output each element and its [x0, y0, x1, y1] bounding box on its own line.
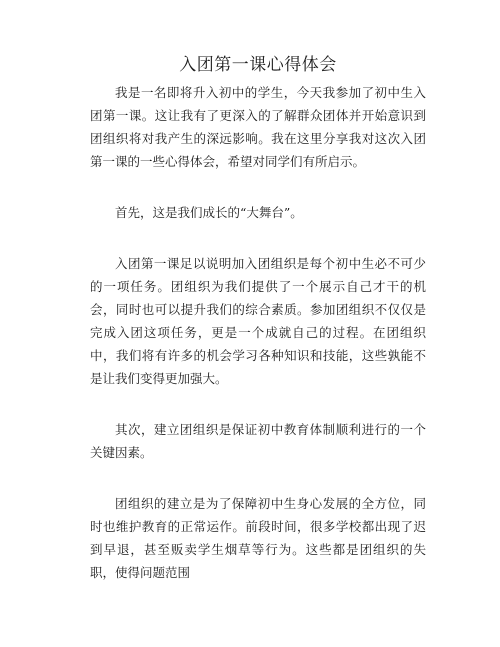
spacer: [90, 173, 426, 201]
spacer: [90, 224, 426, 252]
paragraph-second-point: 其次，建立团组织是保证初中教育体制顺利进行的一个关键因素。: [90, 422, 426, 460]
paragraph-intro: 我是一名即将升入初中的学生，今天我参加了初中生入团第一课。这让我有了更深入的了解群众团体并开始意识到团组织将对我产生的深远影响。我在这里分享我对这次入团第一课的一些心得体会，希望对同学们有所启示。: [90, 85, 426, 169]
spacer: [90, 464, 426, 492]
document-title: 入团第一课心得体会: [179, 55, 337, 75]
spacer: [90, 390, 426, 418]
paragraph-first-point: 首先，这是我们成长的“大舞台”。: [115, 205, 303, 220]
document-page: [90, 52, 426, 584]
paragraph-second-detail: 团组织的建立是为了保障初中生身心发展的全方位，同时也维护教育的正常运作。前段时间，很多学校都出现了迟到早退，甚至贩卖学生烟草等行为。这些都是团组织的失职，使得问题范围: [90, 496, 426, 580]
paragraph-first-detail: 入团第一课足以说明加入团组织是每个初中生必不可少的一项任务。团组织为我们提供了一个展示自己才干的机会，同时也可以提升我们的综合素质。参加团组织不仅仅是完成入团这项任务，更是一个成就自己的过程。在团组织中，我们将有许多的机会学习各种知识和技能，这些孰能不是让我们变得更加强大。: [90, 256, 426, 386]
